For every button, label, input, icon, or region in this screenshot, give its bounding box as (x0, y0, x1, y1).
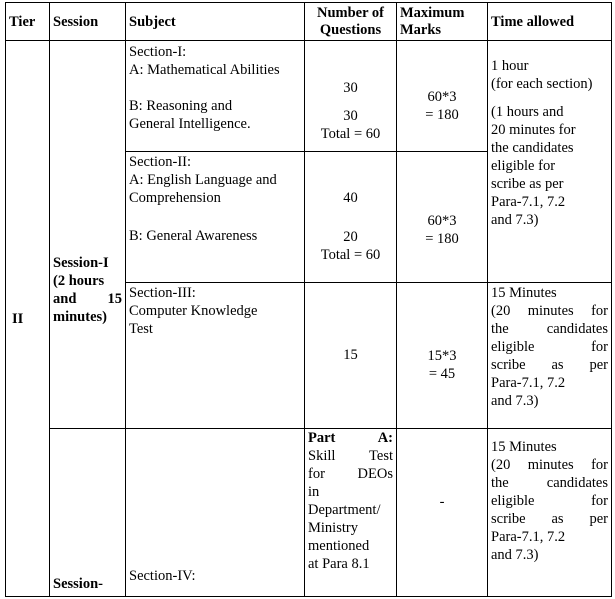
header-maximum-marks: Maximum Marks (397, 3, 488, 41)
section-1-subject: Section-I: A: Mathematical Abilities B: Reasoning and General Intelligence. (126, 41, 305, 152)
section-3-questions: 15 (305, 283, 397, 429)
section-4-row (6, 429, 612, 597)
section-2-marks: 60*3 = 180 (397, 152, 488, 283)
header-time-allowed: Time allowed (488, 3, 612, 41)
section-3-marks: 15*3 = 45 (397, 283, 488, 429)
time-allowed-2: 15 Minutes (20 minutes for the candidates eligible for scribe as per Para-7.1, 7.2 and 7.3) (488, 283, 612, 429)
section-4-subject: Section-IV: (126, 429, 305, 597)
header-session: Session (50, 3, 126, 41)
header-subject: Subject (126, 3, 305, 41)
time-allowed-1: 1 hour (for each section) (1 hours and 20 minutes for the candidates eligible for scribe as per Para-7.1, 7.2 and 7.3) (488, 41, 612, 283)
section-4-marks: - (397, 429, 488, 597)
section-1-row (6, 41, 612, 152)
section-1-marks: 60*3 = 180 (397, 41, 488, 152)
section-2-questions: 40 20 Total = 60 (305, 152, 397, 283)
time-allowed-3: 15 Minutes (20 minutes for the candidates eligible for scribe as per Para-7.1, 7.2 and 7.3) (488, 429, 612, 597)
header-row (6, 3, 612, 41)
section-3-subject: Section-III: Computer Knowledge Test (126, 283, 305, 429)
section-2-subject: Section-II: A: English Language and Comprehension B: General Awareness (126, 152, 305, 283)
session-2-cell: Session- (50, 429, 126, 597)
header-number-of-questions: Number of Questions (305, 3, 397, 41)
exam-scheme-table (5, 2, 612, 597)
header-tier: Tier (6, 3, 50, 41)
tier-cell: II (6, 41, 50, 597)
session-1-cell: Session-I (2 hours and 15 minutes) (50, 41, 126, 429)
section-4-part-a: Part A: Skill Test for DEOs in Department/ Ministry mentioned at Para 8.1 (305, 429, 397, 597)
section-1-questions: 30 30 Total = 60 (305, 41, 397, 152)
